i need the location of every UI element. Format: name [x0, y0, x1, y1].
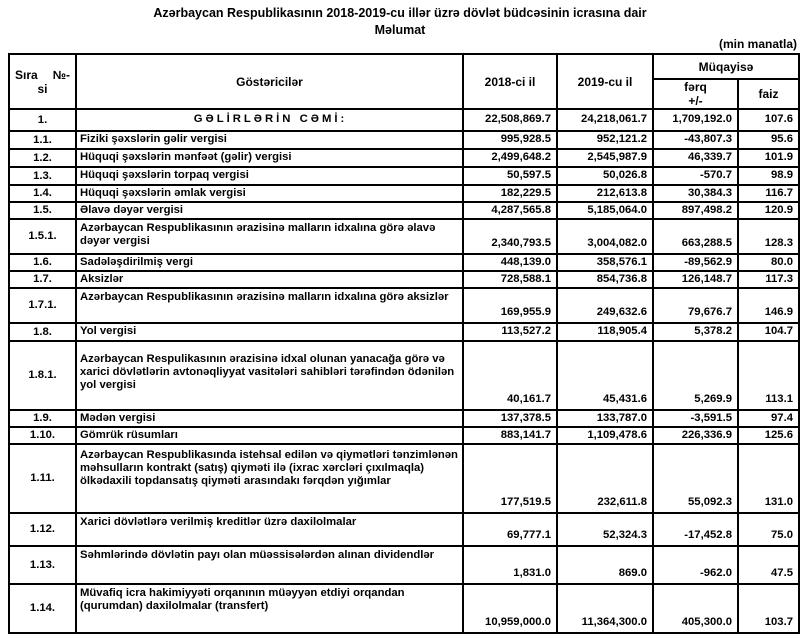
row-label: Hüquqi şəxslərin mənfəət (gəlir) vergisi: [76, 149, 463, 167]
row-number: 1.10.: [9, 427, 76, 444]
row-label: Gömrük rüsumları: [76, 427, 463, 444]
value-2018: 728,588.1: [463, 271, 557, 288]
row-label: Sadələşdirilmiş vergi: [76, 254, 463, 271]
unit-note: (min manatla): [718, 37, 797, 51]
budget-table: [8, 53, 800, 634]
header-diff-sign: +/-: [688, 94, 703, 108]
title-line-2: Məlumat: [374, 23, 426, 37]
table-row: [9, 444, 799, 513]
row-number: 1.5.: [9, 202, 76, 219]
value-2019: 358,576.1: [557, 254, 653, 271]
value-percent: 75.0: [738, 513, 799, 546]
value-2018: 883,141.7: [463, 427, 557, 444]
value-diff: 79,676.7: [653, 288, 738, 323]
table-row: [9, 410, 799, 427]
row-number: 1.7.: [9, 271, 76, 288]
table-row: [9, 202, 799, 219]
value-percent: 128.3: [738, 219, 799, 254]
value-2018: 40,161.7: [463, 341, 557, 410]
value-diff: -17,452.8: [653, 513, 738, 546]
row-label: Azərbaycan Respulikasının ərazisinə idxal olunan yanacağa görə və xarici dövlətlərin avtonəqliyyat vasitələri sahibləri tərəfindən ödənilən yol vergisi: [76, 341, 463, 410]
value-2018: 2,340,793.5: [463, 219, 557, 254]
value-2018: 995,928.5: [463, 131, 557, 149]
table-row: [9, 323, 799, 341]
value-2019: 952,121.2: [557, 131, 653, 149]
row-number: 1.: [9, 109, 76, 131]
value-2018: 22,508,869.7: [463, 109, 557, 131]
row-label: Müvafiq icra hakimiyyəti orqanının müəyyən etdiyi orqandan (qurumdan) daxilolmalar (transfert): [76, 584, 463, 633]
header-2019: 2019-cu il: [557, 54, 653, 109]
value-percent: 98.9: [738, 167, 799, 185]
value-2018: 4,287,565.8: [463, 202, 557, 219]
row-label: Azərbaycan Respublikasının ərazisinə malların idxalına görə əlavə dəyər vergisi: [76, 219, 463, 254]
value-2018: 182,229.5: [463, 185, 557, 202]
value-diff: -3,591.5: [653, 410, 738, 427]
value-2019: 869.0: [557, 546, 653, 584]
row-number: 1.5.1.: [9, 219, 76, 254]
value-diff: -43,807.3: [653, 131, 738, 149]
value-percent: 103.7: [738, 584, 799, 633]
table-row: [9, 341, 799, 410]
table-row: [9, 427, 799, 444]
row-number: 1.6.: [9, 254, 76, 271]
row-label: Əlavə dəyər vergisi: [76, 202, 463, 219]
value-percent: 117.3: [738, 271, 799, 288]
row-number: 1.14.: [9, 584, 76, 633]
row-label: Səhmlərində dövlətin payı olan müəssisələrdən alınan dividendlər: [76, 546, 463, 584]
table-row: [9, 288, 799, 323]
row-label: GƏLİRLƏRİN CƏMİ:: [76, 109, 463, 131]
value-percent: 104.7: [738, 323, 799, 341]
value-percent: 120.9: [738, 202, 799, 219]
row-number: 1.13.: [9, 546, 76, 584]
value-2018: 137,378.5: [463, 410, 557, 427]
value-2019: 118,905.4: [557, 323, 653, 341]
row-label: Xarici dövlətlərə verilmiş kreditlər üzrə daxilolmalar: [76, 513, 463, 546]
value-2019: 3,004,082.0: [557, 219, 653, 254]
value-2019: 249,632.6: [557, 288, 653, 323]
row-number: 1.1.: [9, 131, 76, 149]
row-label: Hüquqi şəxslərin əmlak vergisi: [76, 185, 463, 202]
value-2019: 45,431.6: [557, 341, 653, 410]
value-percent: 47.5: [738, 546, 799, 584]
table-row: [9, 584, 799, 633]
value-2019: 1,109,478.6: [557, 427, 653, 444]
table-row: [9, 167, 799, 185]
value-diff: 405,300.0: [653, 584, 738, 633]
value-2019: 133,787.0: [557, 410, 653, 427]
row-number: 1.7.1.: [9, 288, 76, 323]
value-2019: 24,218,061.7: [557, 109, 653, 131]
table-row: [9, 185, 799, 202]
row-number: 1.4.: [9, 185, 76, 202]
value-diff: -570.7: [653, 167, 738, 185]
value-percent: 146.9: [738, 288, 799, 323]
value-percent: 95.6: [738, 131, 799, 149]
value-2019: 50,026.8: [557, 167, 653, 185]
table-header: [9, 54, 799, 109]
row-number: 1.9.: [9, 410, 76, 427]
row-label: Mədən vergisi: [76, 410, 463, 427]
value-percent: 125.6: [738, 427, 799, 444]
value-percent: 131.0: [738, 444, 799, 513]
value-diff: 55,092.3: [653, 444, 738, 513]
table-row: [9, 131, 799, 149]
value-2019: 212,613.8: [557, 185, 653, 202]
header-2018: 2018-ci il: [463, 54, 557, 109]
value-2018: 1,831.0: [463, 546, 557, 584]
table-row: [9, 513, 799, 546]
value-diff: 5,378.2: [653, 323, 738, 341]
value-diff: 226,336.9: [653, 427, 738, 444]
value-2018: 448,139.0: [463, 254, 557, 271]
value-2018: 69,777.1: [463, 513, 557, 546]
value-percent: 113.1: [738, 341, 799, 410]
header-si-word: si: [37, 81, 48, 96]
value-diff: 663,288.5: [653, 219, 738, 254]
value-diff: 30,384.3: [653, 185, 738, 202]
table-row: [9, 254, 799, 271]
row-label: Azərbaycan Respublikasında istehsal edilən və qiymətləri tənzimlənən məhsulların kontrakt (satış) qiyməti ilə (ixrac xərcləri çıxılmaqla) ölkədaxili topdansatış qiyməti arasındakı fərqdən yığımlar: [76, 444, 463, 513]
value-percent: 107.6: [738, 109, 799, 131]
value-2018: 10,959,000.0: [463, 584, 557, 633]
value-2019: 5,185,064.0: [557, 202, 653, 219]
value-percent: 80.0: [738, 254, 799, 271]
table-body: [9, 109, 799, 633]
header-no-word: №-: [52, 67, 70, 82]
row-number: 1.12.: [9, 513, 76, 546]
table-row: [9, 546, 799, 584]
row-number: 1.3.: [9, 167, 76, 185]
table-row: [9, 219, 799, 254]
value-diff: 5,269.9: [653, 341, 738, 410]
title-line-1: Azərbaycan Respublikasının 2018-2019-cu illər üzrə dövlət büdcəsinin icrasına dair: [153, 6, 647, 20]
value-2018: 113,527.2: [463, 323, 557, 341]
table-row: [9, 149, 799, 167]
header-compare: Müqayisə: [653, 54, 799, 79]
value-percent: 116.7: [738, 185, 799, 202]
page-title: [0, 0, 800, 39]
value-diff: 46,339.7: [653, 149, 738, 167]
value-percent: 97.4: [738, 410, 799, 427]
row-label: Yol vergisi: [76, 323, 463, 341]
value-2018: 50,597.5: [463, 167, 557, 185]
value-diff: 1,709,192.0: [653, 109, 738, 131]
value-2019: 11,364,300.0: [557, 584, 653, 633]
header-diff: [653, 79, 738, 109]
row-label: Azərbaycan Respublikasının ərazisinə malların idxalına görə aksizlər: [76, 288, 463, 323]
table-row: [9, 109, 799, 131]
row-number: 1.8.: [9, 323, 76, 341]
value-2019: 854,736.8: [557, 271, 653, 288]
value-2018: 169,955.9: [463, 288, 557, 323]
header-sira-word: Sıra: [15, 67, 38, 82]
value-diff: 126,148.7: [653, 271, 738, 288]
header-indicators: Göstəricilər: [76, 54, 463, 109]
row-number: 1.2.: [9, 149, 76, 167]
value-diff: -962.0: [653, 546, 738, 584]
row-label: Aksizlər: [76, 271, 463, 288]
row-label: Fiziki şəxslərin gəlir vergisi: [76, 131, 463, 149]
value-2019: 2,545,987.9: [557, 149, 653, 167]
value-diff: -89,562.9: [653, 254, 738, 271]
table-row: [9, 271, 799, 288]
value-2018: 2,499,648.2: [463, 149, 557, 167]
value-diff: 897,498.2: [653, 202, 738, 219]
row-label: Hüquqi şəxslərin torpaq vergisi: [76, 167, 463, 185]
value-2019: 52,324.3: [557, 513, 653, 546]
header-percent: faiz: [738, 79, 799, 109]
row-number: 1.11.: [9, 444, 76, 513]
value-2018: 177,519.5: [463, 444, 557, 513]
row-number: 1.8.1.: [9, 341, 76, 410]
value-percent: 101.9: [738, 149, 799, 167]
header-diff-word: fərq: [684, 80, 707, 94]
header-sira-no: [9, 54, 76, 109]
value-2019: 232,611.8: [557, 444, 653, 513]
